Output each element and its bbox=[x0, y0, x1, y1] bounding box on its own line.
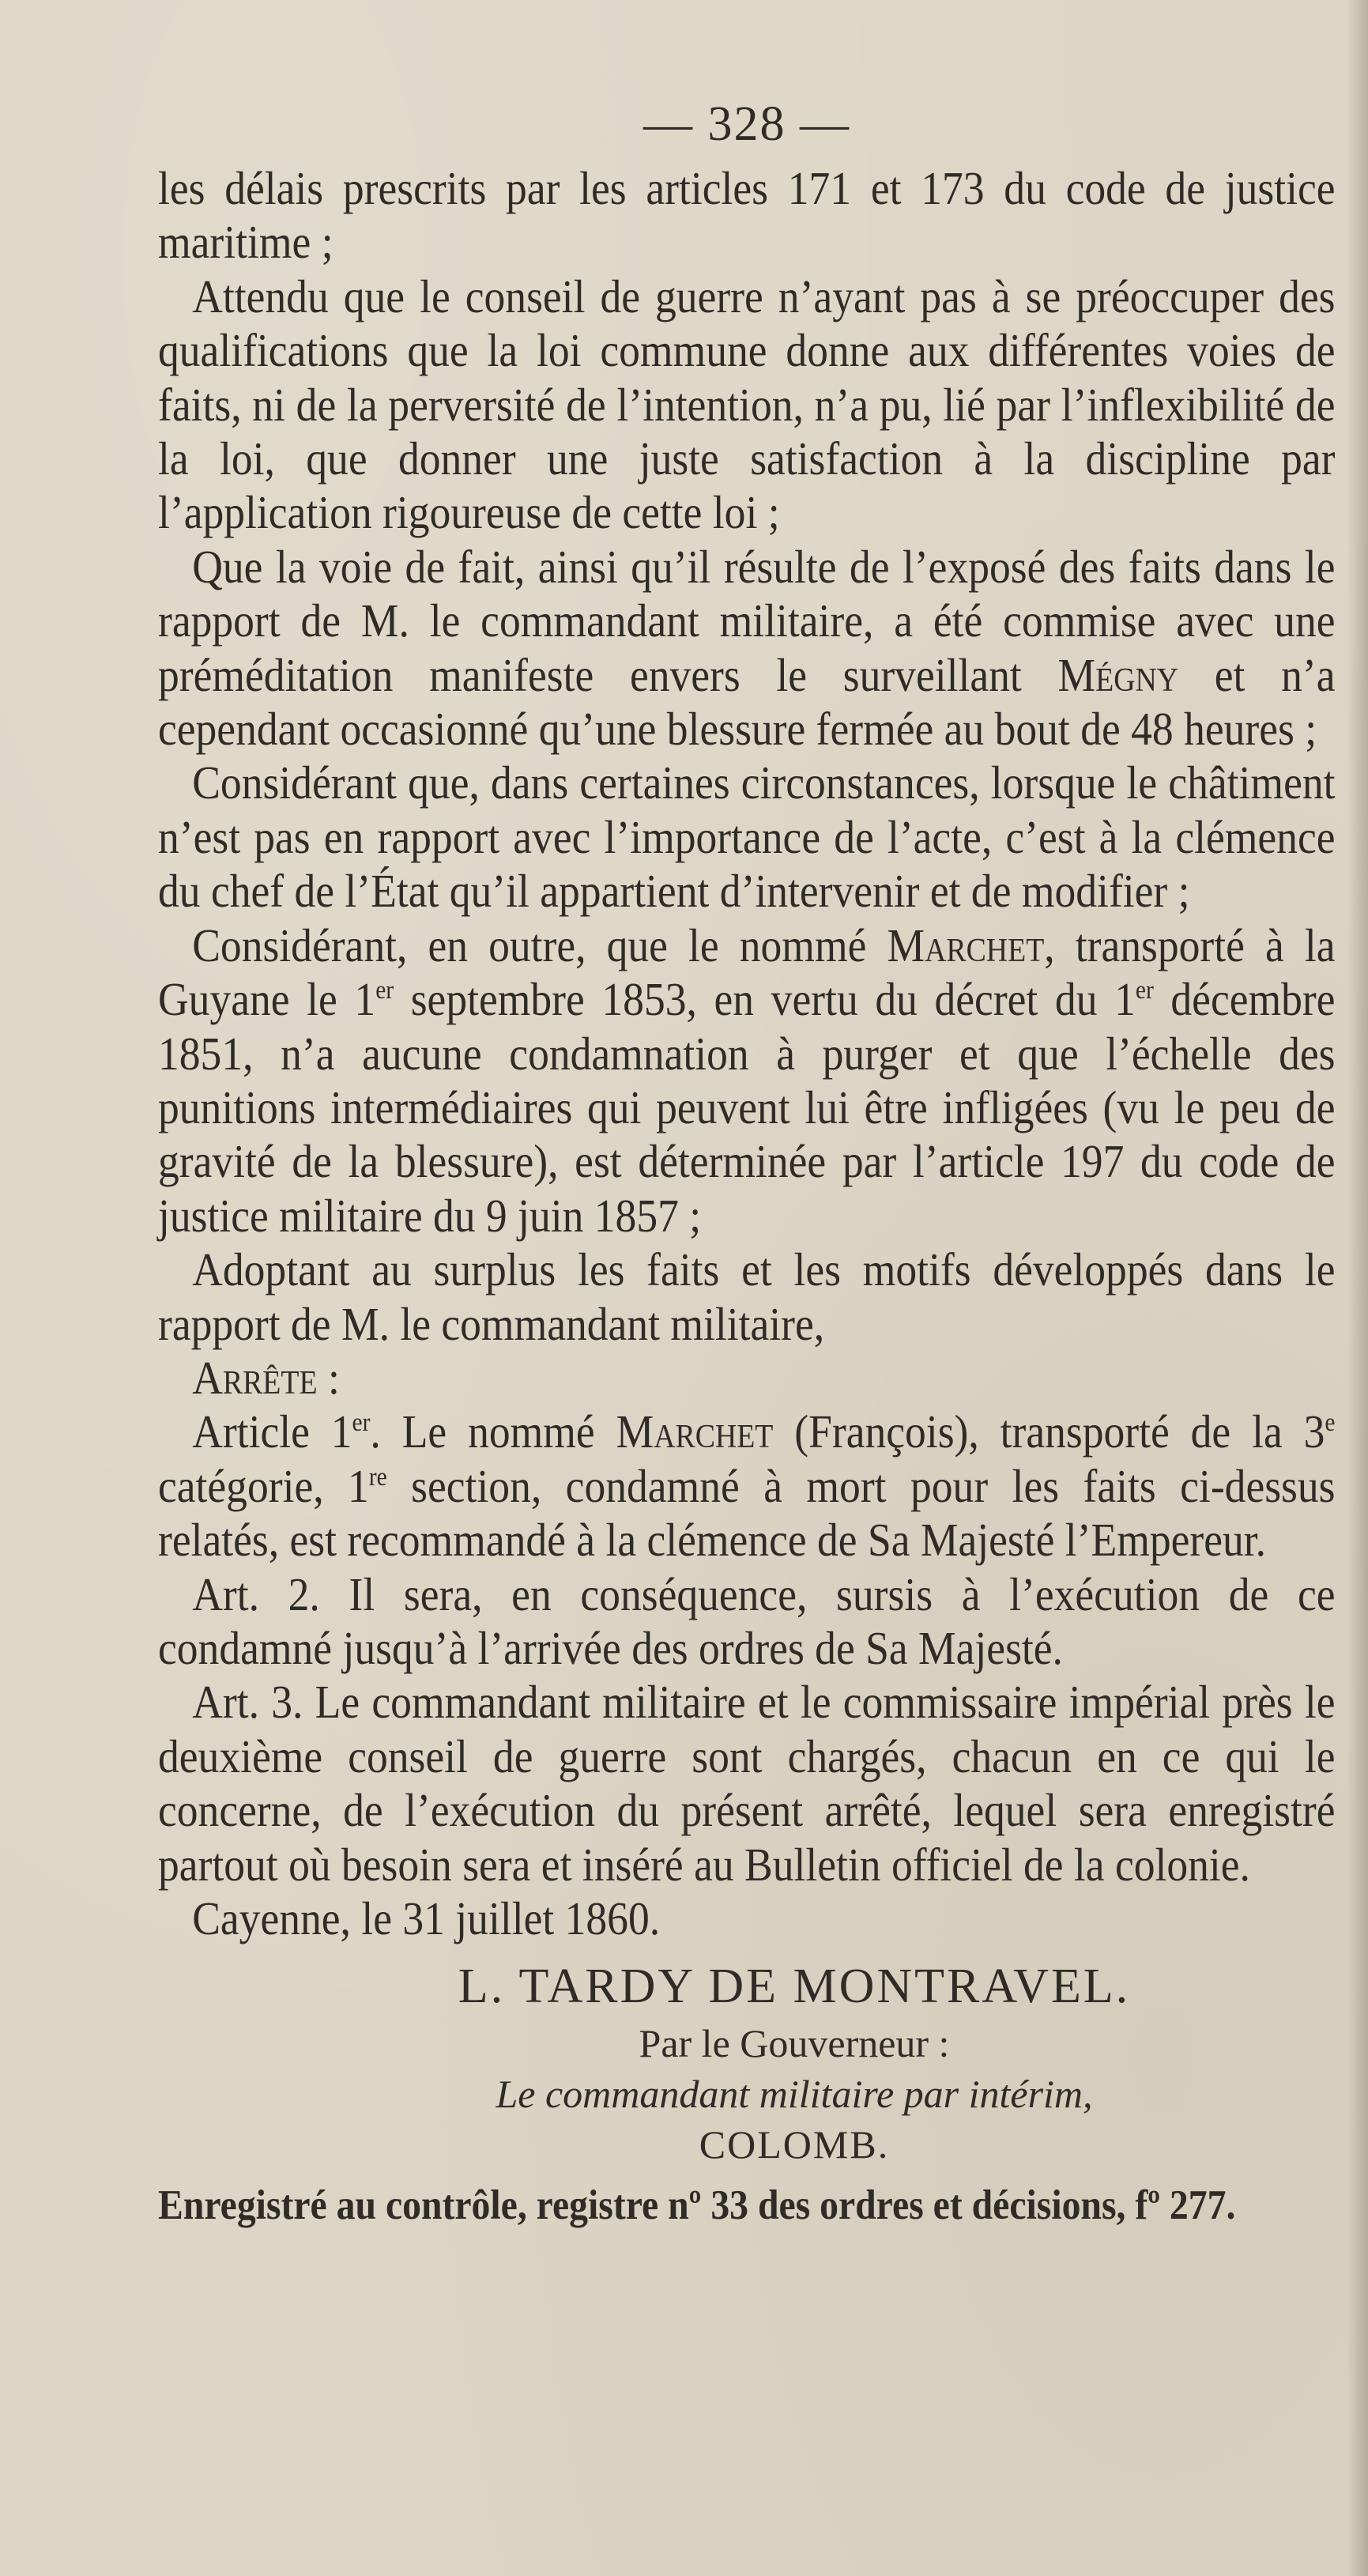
signature-block bbox=[158, 1955, 1336, 2170]
paragraph-text: catégorie, 1 bbox=[158, 1459, 369, 1512]
ordinal-superscript: re bbox=[368, 1462, 387, 1492]
ordinal-superscript: er bbox=[375, 976, 394, 1005]
by-governor-line: Par le Gouverneur : bbox=[639, 2021, 950, 2066]
paragraph-text: Attendu que le conseil de guerre n’ayant pas à se préoccuper des qualifications que la loi commune donne aux différentes voies de faits, ni de la perversité de l’intention, n’a pu, lié par l’inflexibilité de la loi, que donner une juste satisfaction à la discipline par l’application rigoureuse de cette loi ; bbox=[158, 270, 1336, 539]
paragraph-text: (François), transporté de la 3 bbox=[773, 1405, 1325, 1458]
paragraph-text: Que la voie de fait, ainsi qu’il résulte de l’exposé des faits dans le rapport de M. le commandant militaire, a été commise avec une préméditation manifeste envers le surveillant bbox=[158, 540, 1336, 701]
paragraph-adoptant bbox=[158, 1243, 1336, 1351]
paragraph-considerant-2 bbox=[158, 918, 1336, 1243]
paragraph-text: Art. 3. Le commandant militaire et le commissaire impérial près le deuxième conseil de guerre sont chargés, chacun en ce qui le concerne, de l’exécution du présent arrêté, lequel sera enregistré partout où besoin sera et inséré au Bulletin officiel de la colonie. bbox=[158, 1676, 1336, 1891]
countersignatory-name: COLOMB. bbox=[699, 2122, 890, 2167]
paragraph-text: décembre 1851, n’a aucune condamnation à purger et que l’échelle des punitions intermédiaires qui peuvent lui être infligées (vu le peu de gravité de la blessure), est déterminée par l’article 197 du code de justice militaire du 9 juin 1857 ; bbox=[158, 973, 1336, 1242]
paragraph-text: Considérant, en outre, que le nommé bbox=[192, 918, 888, 971]
paragraph-text: Article 1 bbox=[192, 1405, 352, 1458]
paragraph-text: . Le nommé bbox=[370, 1405, 616, 1458]
paragraph-text: section, condamné à mort pour les faits ci-dessus relatés, est recommandé à la clémence de Sa Majesté l’Empereur. bbox=[158, 1459, 1336, 1567]
paragraph-arrete bbox=[158, 1351, 1336, 1405]
person-name-marchet: Marchet bbox=[616, 1405, 774, 1458]
body-text bbox=[158, 161, 1336, 1945]
paragraph-text: Cayenne, le 31 juillet 1860. bbox=[192, 1892, 661, 1944]
countersignatory-title: Le commandant militaire par intérim, bbox=[496, 2072, 1093, 2117]
paragraph-article-1 bbox=[158, 1405, 1336, 1567]
arrete-heading: Arrête : bbox=[192, 1351, 340, 1404]
page-number: — 328 — bbox=[643, 97, 850, 151]
paragraph-article-3 bbox=[158, 1675, 1336, 1891]
paragraph-considerant-1 bbox=[158, 756, 1336, 918]
paragraph-text: Art. 2. Il sera, en conséquence, sursis à l’exécution de ce condamné jusqu’à l’arrivée des ordres de Sa Majesté. bbox=[158, 1567, 1336, 1674]
paragraph-text: Adoptant au surplus les faits et les motifs développés dans le rapport de M. le commandant militaire, bbox=[158, 1243, 1336, 1350]
paragraph-voie-de-fait bbox=[158, 540, 1336, 756]
paragraph-attendu bbox=[158, 270, 1336, 540]
paragraph-article-2 bbox=[158, 1567, 1336, 1676]
paragraph-text: les délais prescrits par les articles 171 et 173 du code de justice maritime ; bbox=[158, 162, 1336, 269]
paragraph-text: Considérant que, dans certaines circonstances, lorsque le châtiment n’est pas en rapport avec l’importance de l’acte, c’est à la clémence du chef de l’État qu’il appartient d’intervenir et de modifier ; bbox=[158, 756, 1336, 918]
paragraph-text: et n’a cependant occasionné qu’une blessure fermée au bout de 48 heures ; bbox=[158, 648, 1336, 756]
paragraph-continuation bbox=[158, 161, 1336, 270]
paragraph-date-place bbox=[158, 1891, 1336, 1945]
person-name-megny: Mégny bbox=[1057, 648, 1179, 701]
person-name-marchet: Marchet bbox=[887, 918, 1045, 971]
signatory-name: L. TARDY DE MONTRAVEL. bbox=[458, 1959, 1131, 2014]
document-page bbox=[158, 96, 1336, 2231]
page-edge-shadow bbox=[1347, 0, 1368, 2576]
ordinal-superscript: er bbox=[352, 1409, 371, 1438]
registration-note: Enregistré au contrôle, registre nº 33 des ordres et décisions, fº 277. bbox=[158, 2182, 1236, 2229]
ordinal-superscript: e bbox=[1325, 1409, 1336, 1438]
ordinal-superscript: er bbox=[1135, 976, 1154, 1005]
paragraph-text: , transporté à la Guyane le 1 bbox=[158, 918, 1336, 1026]
paragraph-text: septembre 1853, en vertu du décret du 1 bbox=[394, 973, 1136, 1026]
